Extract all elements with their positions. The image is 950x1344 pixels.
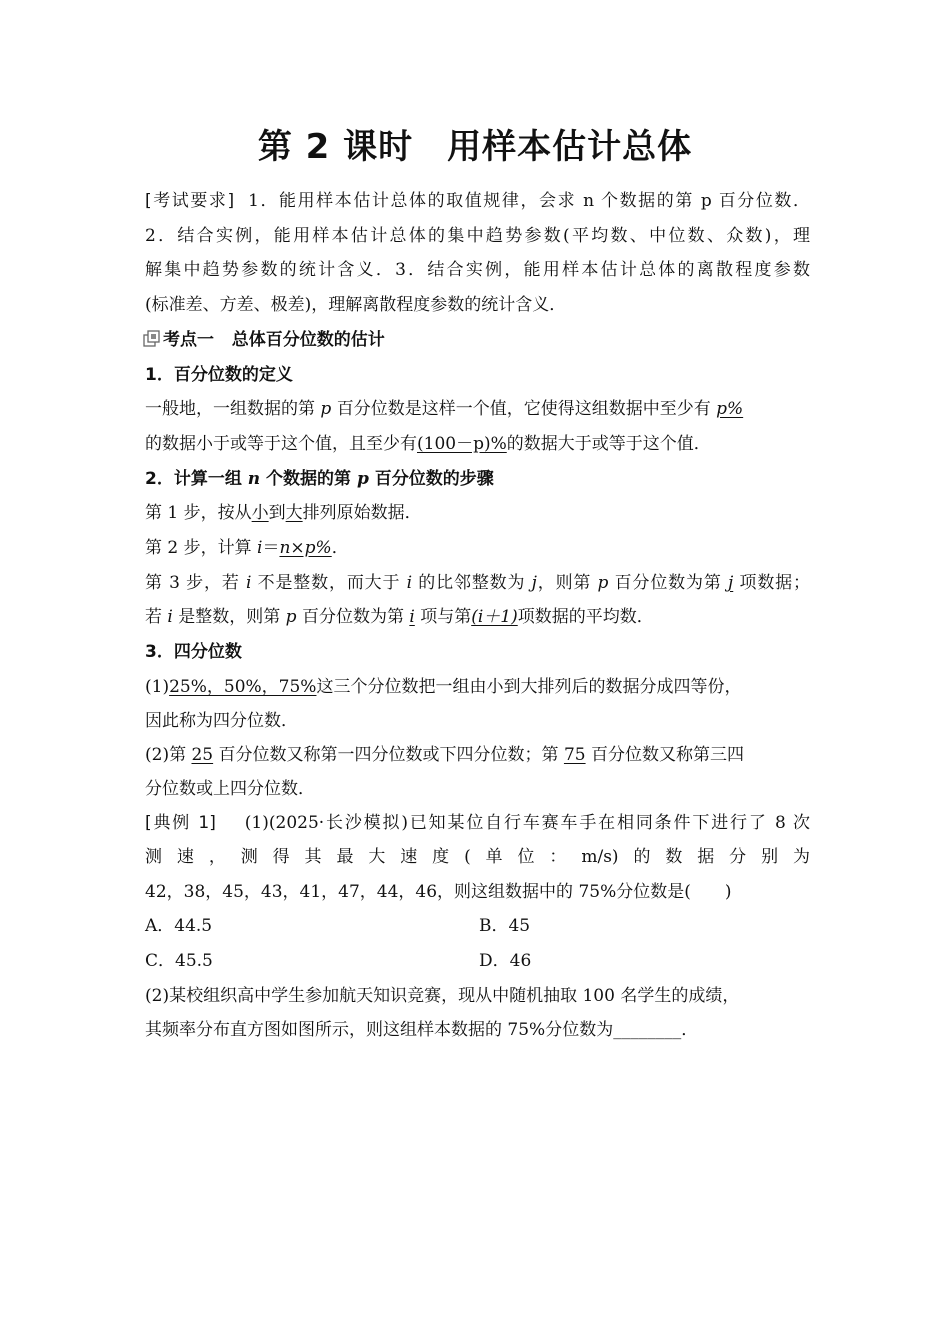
section-3-heading: 3．四分位数 bbox=[145, 642, 242, 662]
lesson-number: 第 2 课时 bbox=[257, 127, 414, 167]
step-2: 第 2 步，计算 i＝n×p%． bbox=[145, 538, 349, 558]
answer-blank: 25%，50%，75% bbox=[169, 677, 317, 697]
step-1: 第 1 步，按从小到大排列原始数据． bbox=[145, 503, 422, 523]
option-c: C．45.5 bbox=[145, 951, 213, 971]
kaodian-heading: 考点一 总体百分位数的估计 bbox=[143, 328, 808, 352]
answer-blank: (100－p)% bbox=[417, 434, 507, 454]
requirements-line-3: 解集中趋势参数的统计含义．3．结合实例，能用样本估计总体的离散程度参数 bbox=[145, 260, 810, 280]
answer-blank: 大 bbox=[285, 503, 303, 523]
option-a: A．44.5 bbox=[145, 916, 213, 936]
requirements-line-4: (标准差、方差、极差)，理解离散程度参数的统计含义． bbox=[145, 295, 567, 315]
quartile-line-4: 分位数或上四分位数． bbox=[145, 779, 315, 799]
lesson-title: 用样本估计总体 bbox=[447, 127, 693, 167]
answer-blank: 75 bbox=[563, 745, 586, 765]
answer-blank: j bbox=[727, 573, 734, 593]
answer-blank: n×p% bbox=[279, 538, 332, 558]
example-q1-line-2: 测速，测得其最大速度(单位：m/s)的数据分别为 bbox=[145, 847, 810, 867]
options-row-2 bbox=[145, 949, 810, 973]
answer-blank: 小 bbox=[251, 503, 269, 523]
requirements-tag: [考试要求] bbox=[145, 191, 235, 211]
requirements-line-1: [考试要求] 1．能用样本估计总体的取值规律，会求 n 个数据的第 p 百分位数． bbox=[145, 191, 811, 211]
quartile-line-3: (2)第 25 百分位数又称第一四分位数或下四分位数；第 75 百分位数又称第三四 bbox=[145, 745, 744, 765]
example-tag: [典例 1] bbox=[145, 813, 216, 833]
page-title bbox=[0, 122, 950, 172]
option-d: D．46 bbox=[479, 951, 532, 971]
answer-blank: i bbox=[409, 607, 415, 627]
example-q1-line-1: [典例 1] (1)(2025·长沙模拟)已知某位自行车赛车手在相同条件下进行了 8 次 bbox=[145, 813, 810, 833]
quartile-line-1: (1)25%，50%，75%这三个分位数把一组由小到大排列后的数据分成四等份， bbox=[145, 677, 742, 697]
section-2-heading: 2．计算一组 n 个数据的第 p 百分位数的步骤 bbox=[145, 469, 494, 489]
step-3: 第 3 步，若 i 不是整数，而大于 i 的比邻整数为 j，则第 p 百分位数为第 j 项数据； bbox=[145, 573, 811, 593]
example-q2-line-1: (2)某校组织高中学生参加航天知识竞赛，现从中随机抽取 100 名学生的成绩， bbox=[145, 986, 740, 1006]
options-row-1 bbox=[145, 914, 810, 938]
option-b: B．45 bbox=[479, 916, 531, 936]
definition-line-1: 一般地，一组数据的第 p 百分位数是这样一个值，它使得这组数据中至少有 p% bbox=[145, 399, 744, 419]
answer-blank: (i＋1) bbox=[471, 607, 518, 627]
example-q1-line-3: 42，38，45，43，41，47，44，46，则这组数据中的 75%分位数是( ) bbox=[145, 882, 732, 902]
example-q2-line-2: 其频率分布直方图如图所示，则这组样本数据的 75%分位数为________． bbox=[145, 1020, 699, 1040]
definition-line-2: 的数据小于或等于这个值，且至少有(100－p)%的数据大于或等于这个值． bbox=[145, 434, 711, 454]
kaodian-icon bbox=[143, 330, 161, 348]
quartile-line-2: 因此称为四分位数． bbox=[145, 711, 298, 731]
requirements-line-2: 2．结合实例，能用样本估计总体的集中趋势参数(平均数、中位数、众数)，理 bbox=[145, 226, 810, 246]
step-3-continued: 若 i 是整数，则第 p 百分位数为第 i 项与第(i＋1)项数据的平均数． bbox=[145, 607, 654, 627]
answer-blank: p% bbox=[716, 399, 744, 419]
answer-blank: 25 bbox=[191, 745, 214, 765]
section-1-heading: 1．百分位数的定义 bbox=[145, 365, 293, 385]
